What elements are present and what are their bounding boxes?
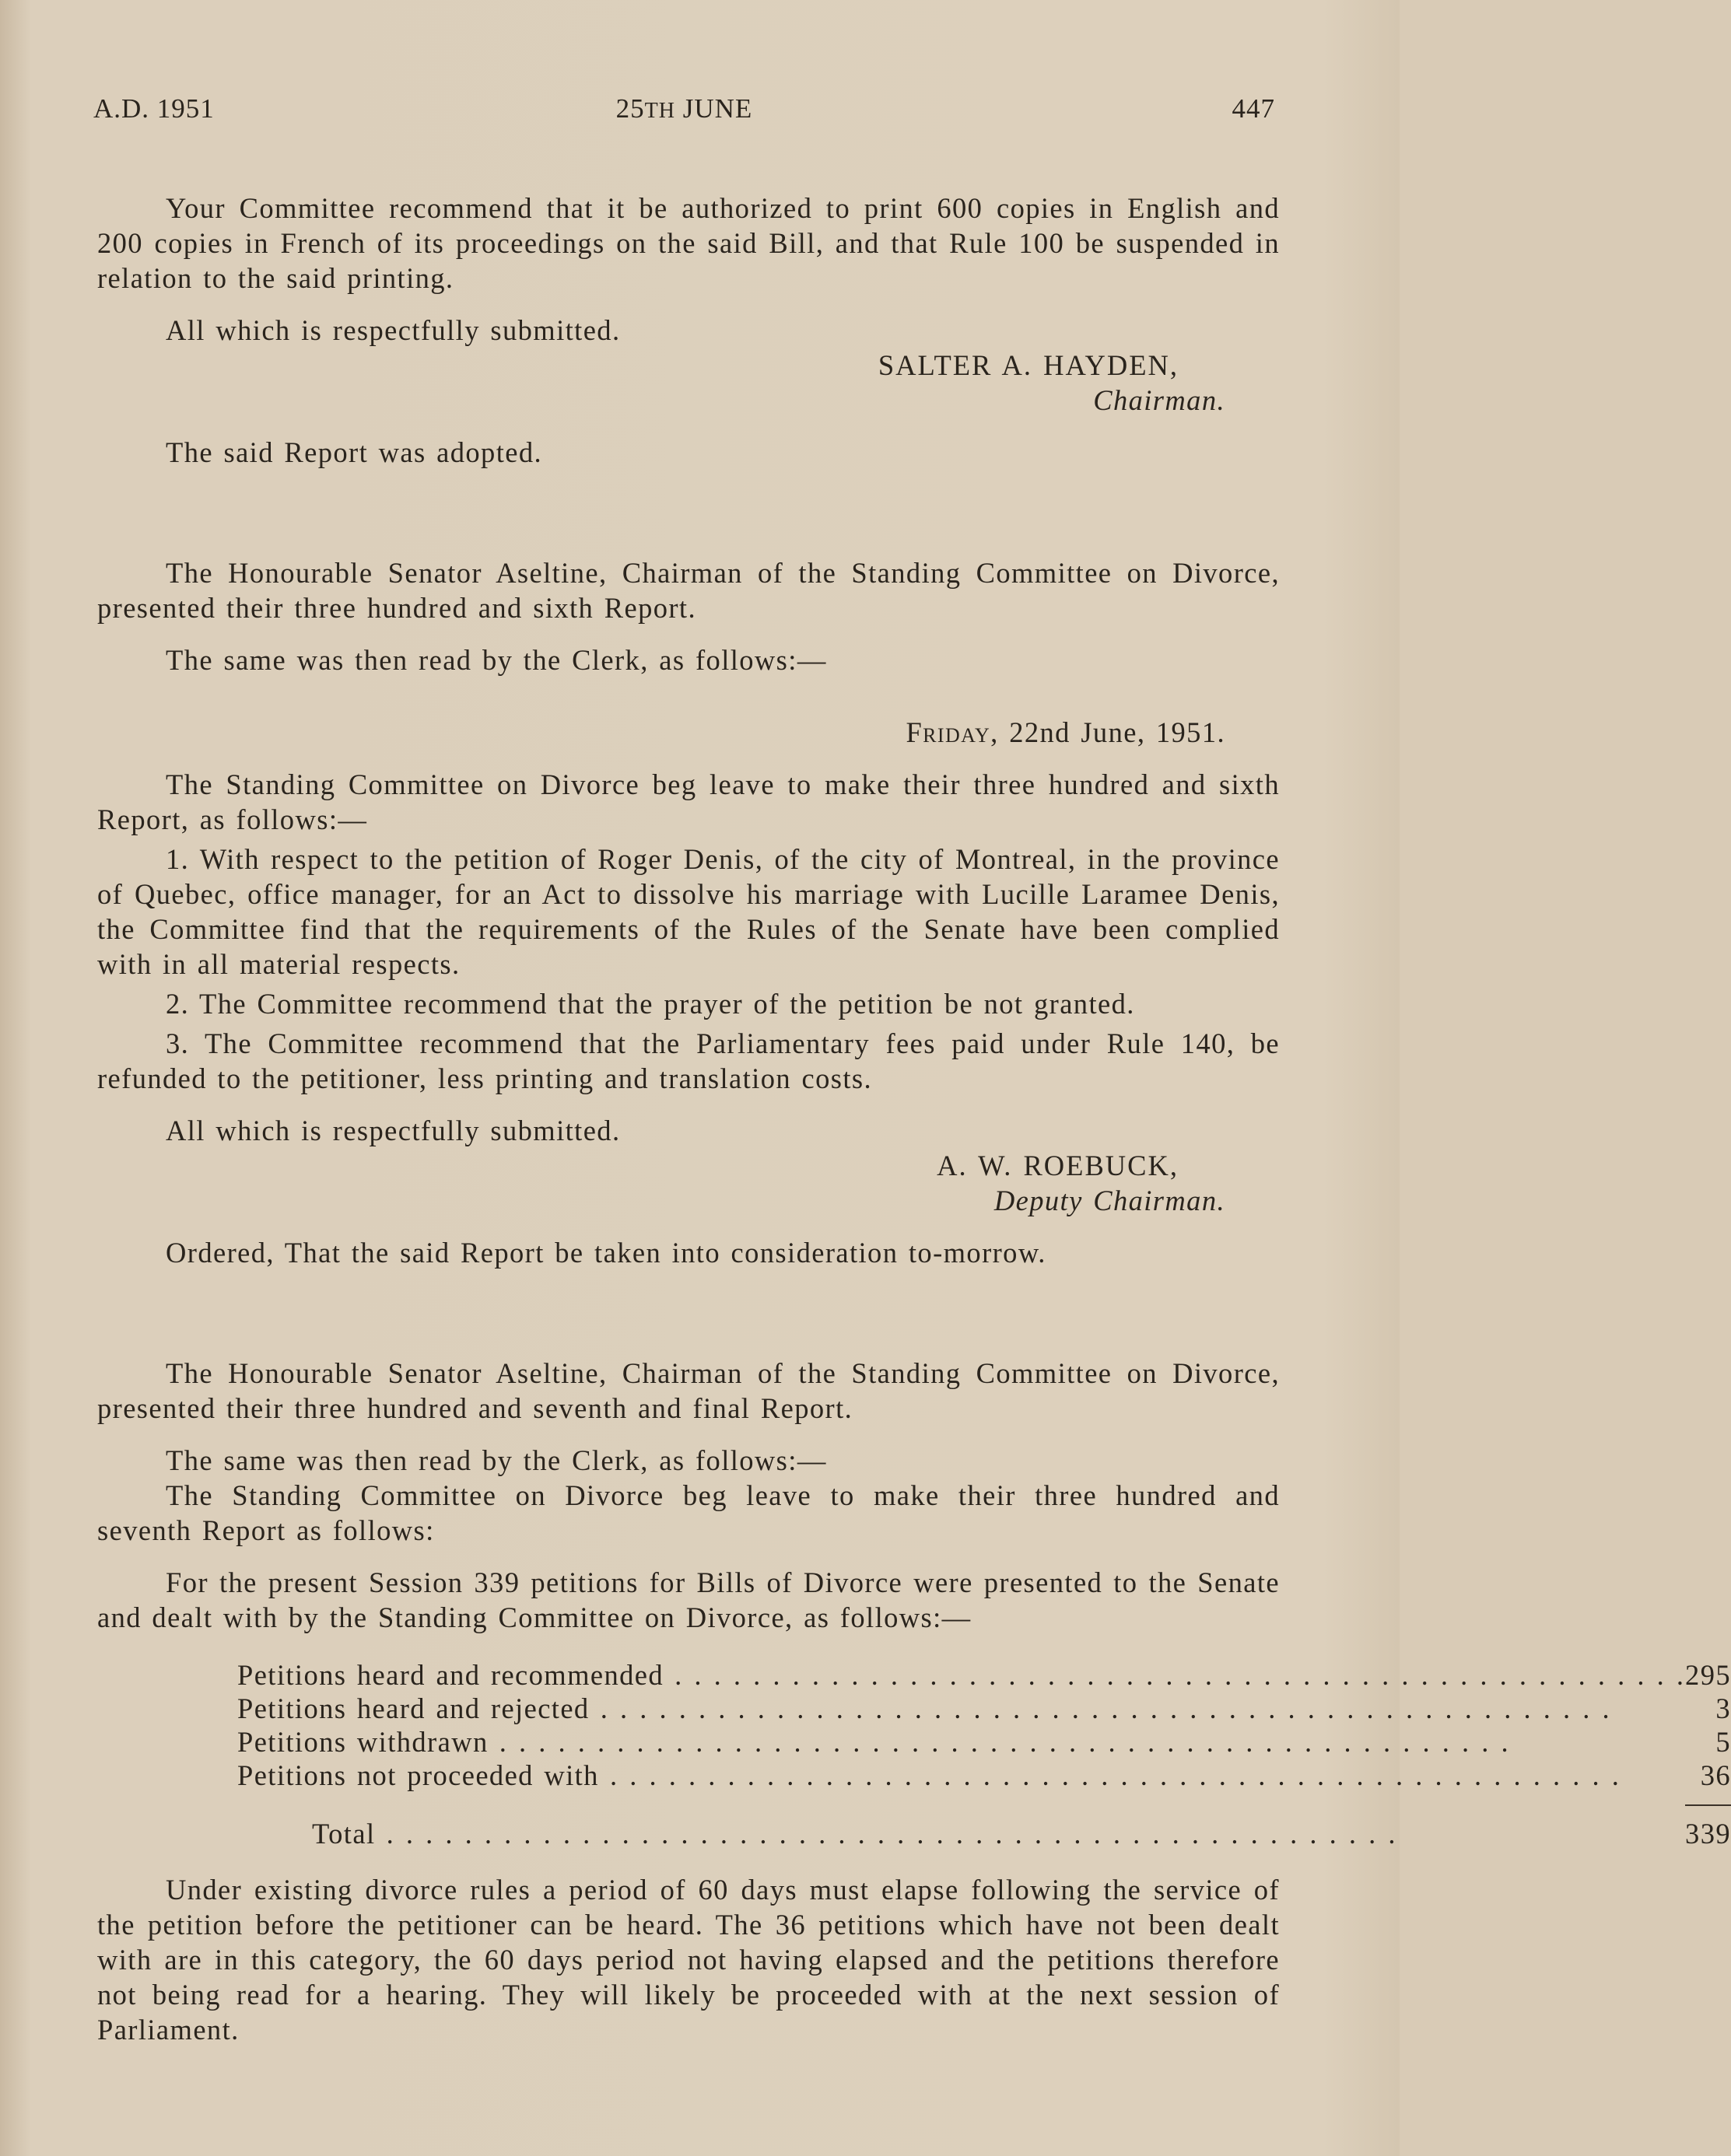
signatory-role-2: Deputy Chairman. [993, 1185, 1225, 1216]
report-306-intro: The Honourable Senator Aseltine, Chairman of the Standing Committee on Divorce, presented their three hundred and sixth Report. [97, 557, 1280, 624]
page-body [97, 191, 1731, 2047]
report-dateline [97, 715, 1280, 750]
tally-label: Petitions withdrawn [237, 1726, 489, 1758]
submitted-line-2: All which is respectfully submitted. [166, 1115, 621, 1146]
total-rule [1685, 1792, 1731, 1805]
table-row [237, 1692, 1731, 1725]
tally-label: Petitions heard and rejected [237, 1692, 590, 1724]
total-rule-row [237, 1792, 1731, 1805]
ordered-line: Ordered, That the said Report be taken into consideration to-morrow. [166, 1237, 1046, 1269]
report-item-2: 2. The Committee recommend that the prayer of the petition be not granted. [166, 988, 1135, 1020]
header-date-num: 25 [615, 93, 645, 124]
page-number: 447 [1232, 93, 1275, 124]
signature-block [97, 348, 1280, 418]
signatory-name: SALTER A. HAYDEN, [878, 349, 1179, 381]
table-row [237, 1759, 1731, 1792]
report-item-3: 3. The Committee recommend that the Parliamentary fees paid under Rule 140, be refunded to the petitioner, less printing and translation costs. [97, 1027, 1280, 1094]
leader-dots [599, 1759, 1621, 1791]
report-adopted: The said Report was adopted. [166, 436, 543, 468]
tally-value: 3 [1715, 1692, 1731, 1724]
header-date-month: JUNE [682, 93, 753, 124]
signatory-name-2: A. W. ROEBUCK, [937, 1150, 1179, 1181]
leader-dots [590, 1692, 1611, 1724]
leader-dots [375, 1818, 1396, 1850]
report-307-intro: The Honourable Senator Aseltine, Chairman of the Standing Committee on Divorce, presented their three hundred and seventh and final Report. [97, 1357, 1280, 1424]
total-row [237, 1805, 1731, 1850]
tally-value: 5 [1715, 1726, 1731, 1758]
running-header [93, 93, 1275, 132]
signatory-role: Chairman. [1093, 384, 1225, 416]
header-year: A.D. 1951 [93, 93, 215, 124]
leader-dots [489, 1726, 1510, 1758]
printing-recommendation: Your Committee recommend that it be authorized to print 600 copies in English and 200 copies in French of its proceedings on the said Bill, and that Rule 100 be suspended in relation to the said printing. [97, 192, 1280, 294]
dateline-rest: , 22nd June, 1951. [990, 716, 1225, 748]
leader-dots [664, 1659, 1685, 1691]
closing-paragraph: Under existing divorce rules a period of 60 days must elapse following the service of the petition before the petitioner can be heard. The 36 petitions which have not been dealt with are in this category, the 60 days period not having elapsed and the petitions therefore not being read for a hearing. They will likely be proceeded with at the next session of Parliament. [97, 1874, 1280, 2046]
signature-block-2 [97, 1148, 1280, 1218]
tally-value: 36 [1700, 1759, 1731, 1791]
clerk-read-line: The same was then read by the Clerk, as follows:— [166, 644, 827, 676]
report-item-1: 1. With respect to the petition of Roger Denis, of the city of Montreal, in the province of Quebec, office manager, for an Act to dissolve his marriage with Lucille Laramee Denis, the Committee find that the requirements of the Rules of the Senate have been complied with in all material respects. [97, 843, 1280, 980]
table-row [237, 1658, 1731, 1692]
report-306-lead: The Standing Committee on Divorce beg leave to make their three hundred and sixth Report, as follows:— [97, 768, 1280, 835]
dateline-day: Friday [906, 716, 991, 748]
tally-value: 295 [1685, 1659, 1731, 1691]
total-label: Total [312, 1817, 376, 1850]
session-summary: For the present Session 339 petitions for Bills of Divorce were presented to the Senate and dealt with by the Standing Committee on Divorce, as follows:— [97, 1566, 1280, 1633]
report-307-lead: The Standing Committee on Divorce beg leave to make their three hundred and seventh Report as follows: [97, 1479, 1280, 1546]
clerk-read-line-2: The same was then read by the Clerk, as follows:— [166, 1444, 827, 1476]
tally-label: Petitions not proceeded with [237, 1759, 599, 1791]
header-date [616, 93, 753, 124]
tally-label: Petitions heard and recommended [237, 1659, 664, 1691]
petition-tally-table [237, 1658, 1731, 1850]
submitted-line: All which is respectfully submitted. [166, 314, 621, 346]
total-value: 339 [1685, 1818, 1731, 1850]
header-date-suffix: TH [644, 99, 676, 123]
table-row [237, 1725, 1731, 1759]
